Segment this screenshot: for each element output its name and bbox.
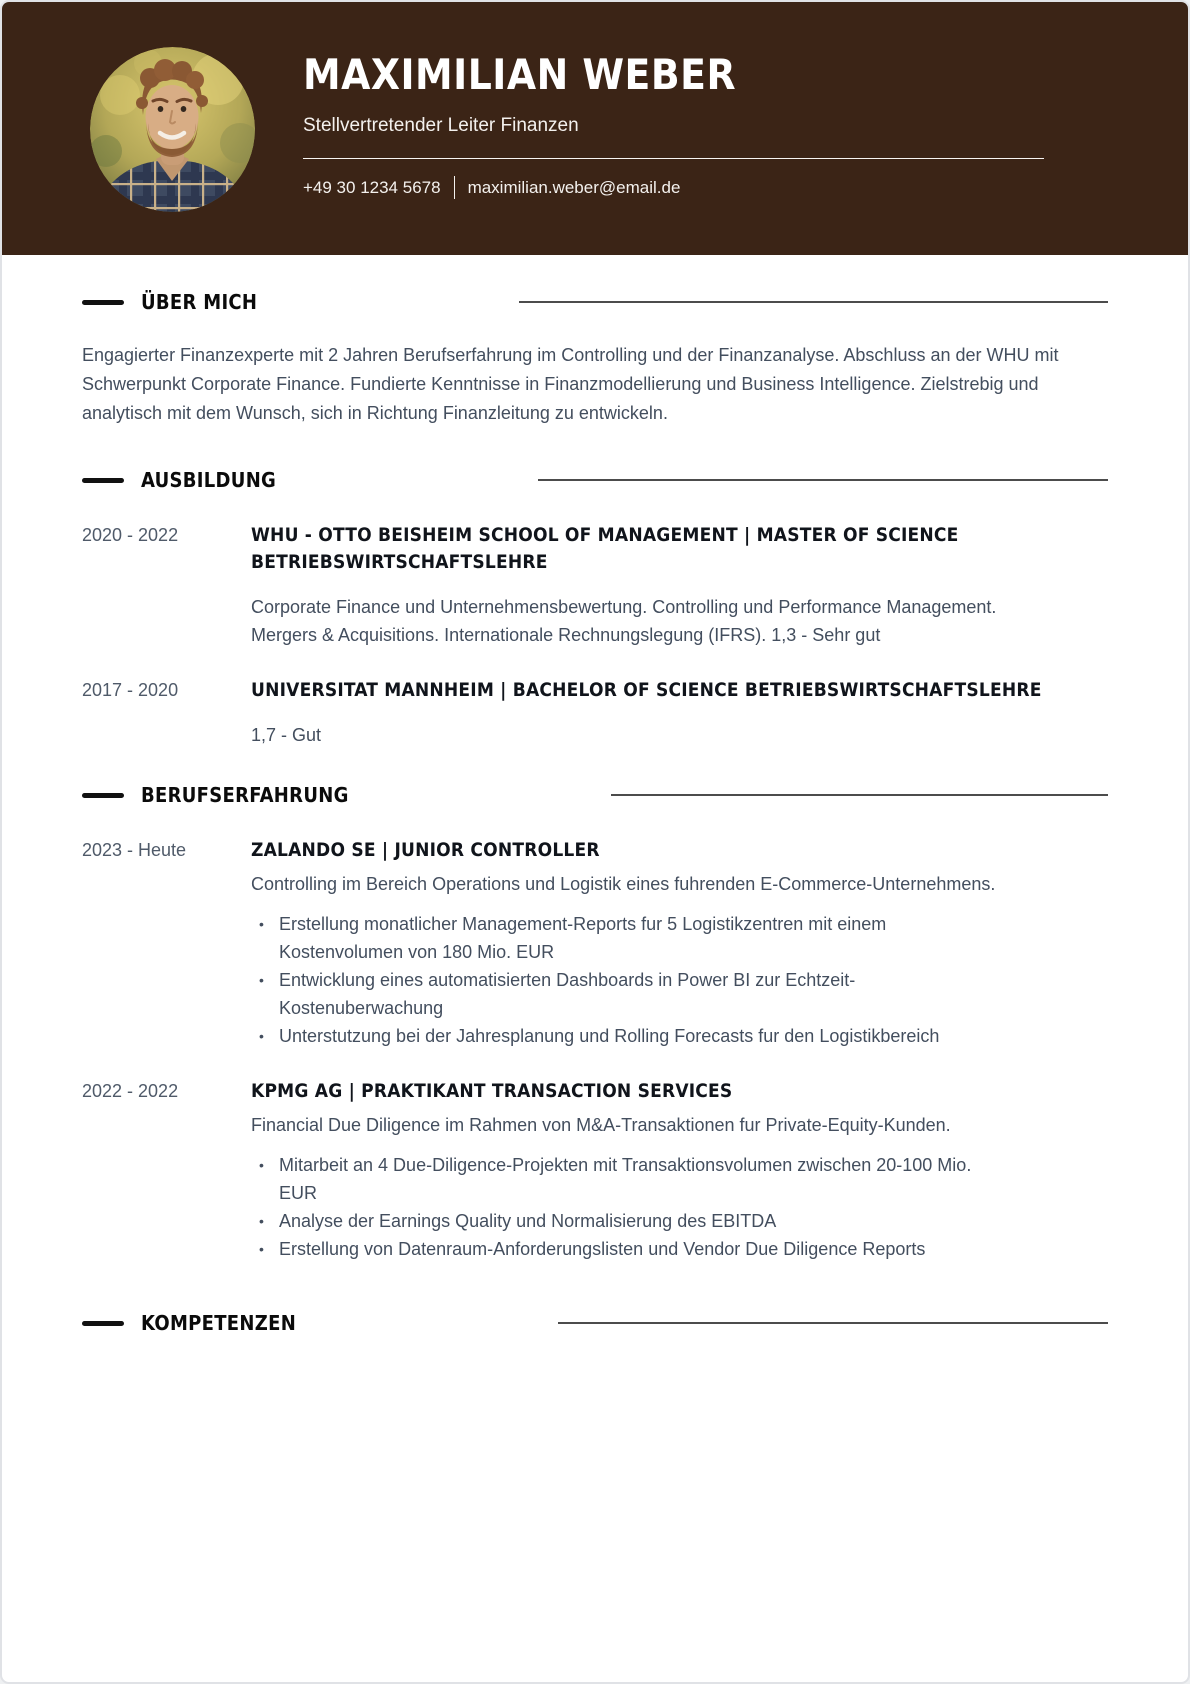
bullet-text: Erstellung monatlicher Management-Reports fur 5 Logistikzentren mit einem Kostenvolumen von 180 Mio. EUR — [279, 914, 887, 962]
entry-description: 1,7 - Gut — [251, 725, 322, 745]
contact-line — [303, 176, 1108, 199]
section-experience-header — [82, 783, 1108, 807]
experience-entry — [82, 1078, 1108, 1263]
entry-dates: 2023 - Heute — [82, 840, 187, 860]
bullet-icon: • — [259, 1241, 264, 1257]
experience-entry — [82, 837, 1108, 1050]
entry-body — [251, 1078, 1108, 1263]
section-skills-header — [82, 1311, 1108, 1335]
section-rule — [611, 794, 1108, 796]
entry-title: WHU - OTTO BEISHEIM SCHOOL OF MANAGEMENT | MASTER OF SCIENCE BETRIEBSWIRTSCHAFTSLEHRE — [251, 524, 959, 573]
bullet-item — [251, 966, 997, 1022]
header-text-block — [303, 52, 1108, 199]
section-dash-icon — [82, 478, 124, 483]
person-job-title: Stellvertretender Leiter Finanzen — [303, 115, 579, 136]
entry-body — [251, 522, 1108, 649]
bullet-item — [251, 910, 997, 966]
section-about-header — [82, 290, 1108, 314]
entry-dates: 2020 - 2022 — [82, 525, 179, 545]
section-dash-icon — [82, 1321, 124, 1326]
bullet-icon: • — [259, 1157, 264, 1173]
entry-summary: Financial Due Diligence im Rahmen von M&A-Transaktionen fur Private-Equity-Kunden. — [251, 1115, 951, 1135]
entry-title: KPMG AG | PRAKTIKANT TRANSACTION SERVICES — [251, 1080, 733, 1102]
bullet-text: Erstellung von Datenraum-Anforderungslisten und Vendor Due Diligence Reports — [279, 1239, 926, 1259]
bullet-item — [251, 1151, 997, 1207]
bullet-text: Mitarbeit an 4 Due-Diligence-Projekten mit Transaktionsvolumen zwischen 20-100 Mio. EUR — [279, 1155, 972, 1203]
entry-summary: Controlling im Bereich Operations und Logistik eines fuhrenden E-Commerce-Unternehmens. — [251, 874, 996, 894]
about-paragraph: Engagierter Finanzexperte mit 2 Jahren Berufserfahrung im Controlling und der Finanzanalyse. Abschluss an der WHU mit Schwerpunkt Corporate Finance. Fundierte Kenntnisse in Finanzmodellierung und Business Intelligence. Zielstrebig und analytisch mit dem Wunsch, sich in Richtung Finanzleitung zu entwickeln. — [82, 345, 1059, 423]
bullet-icon: • — [259, 916, 264, 932]
profile-photo-illustration — [90, 47, 255, 212]
resume-header — [2, 2, 1188, 255]
bullet-item — [251, 1235, 997, 1263]
bullet-text: Entwicklung eines automatisierten Dashboards in Power BI zur Echtzeit-Kostenuberwachung — [279, 970, 856, 1018]
education-entry — [82, 522, 1108, 649]
bullet-icon: • — [259, 1028, 264, 1044]
entry-title: ZALANDO SE | JUNIOR CONTROLLER — [251, 839, 600, 861]
section-about-title: ÜBER MICH — [141, 290, 258, 314]
bullet-icon: • — [259, 972, 264, 988]
email-address: maximilian.weber@email.de — [467, 177, 681, 197]
contact-separator — [454, 176, 455, 199]
section-dash-icon — [82, 793, 124, 798]
phone-number: +49 30 1234 5678 — [303, 177, 441, 197]
entry-description: Corporate Finance und Unternehmensbewertung. Controlling und Performance Management. Mergers & Acquisitions. Internationale Rechnungslegung (IFRS). 1,3 - Sehr gut — [251, 597, 997, 645]
header-divider — [303, 158, 1044, 159]
entry-dates: 2017 - 2020 — [82, 680, 179, 700]
section-experience-title: BERUFSERFAHRUNG — [141, 783, 349, 807]
bullet-icon: • — [259, 1213, 264, 1229]
section-skills — [82, 1311, 1108, 1335]
section-education — [82, 468, 1108, 749]
section-skills-title: KOMPETENZEN — [141, 1311, 297, 1335]
bullet-item — [251, 1207, 997, 1235]
section-rule — [538, 479, 1108, 481]
bullet-text: Unterstutzung bei der Jahresplanung und Rolling Forecasts fur den Logistikbereich — [279, 1026, 940, 1046]
profile-photo — [90, 47, 255, 212]
person-name: MAXIMILIAN WEBER — [303, 50, 737, 99]
section-rule — [558, 1322, 1108, 1324]
entry-title: UNIVERSITAT MANNHEIM | BACHELOR OF SCIENCE BETRIEBSWIRTSCHAFTSLEHRE — [251, 679, 1042, 701]
section-rule — [519, 301, 1108, 303]
bullet-text: Analyse der Earnings Quality und Normalisierung des EBITDA — [279, 1211, 777, 1231]
section-about — [82, 290, 1108, 428]
entry-body — [251, 837, 1108, 1050]
section-education-header — [82, 468, 1108, 492]
entry-bullet-list — [251, 910, 997, 1050]
education-entry — [82, 677, 1108, 749]
section-dash-icon — [82, 300, 124, 305]
entry-body — [251, 677, 1108, 749]
section-experience — [82, 783, 1108, 1263]
bullet-item — [251, 1022, 997, 1050]
section-education-title: AUSBILDUNG — [141, 468, 277, 492]
resume-body — [2, 290, 1188, 1335]
entry-bullet-list — [251, 1151, 997, 1263]
entry-dates: 2022 - 2022 — [82, 1081, 179, 1101]
